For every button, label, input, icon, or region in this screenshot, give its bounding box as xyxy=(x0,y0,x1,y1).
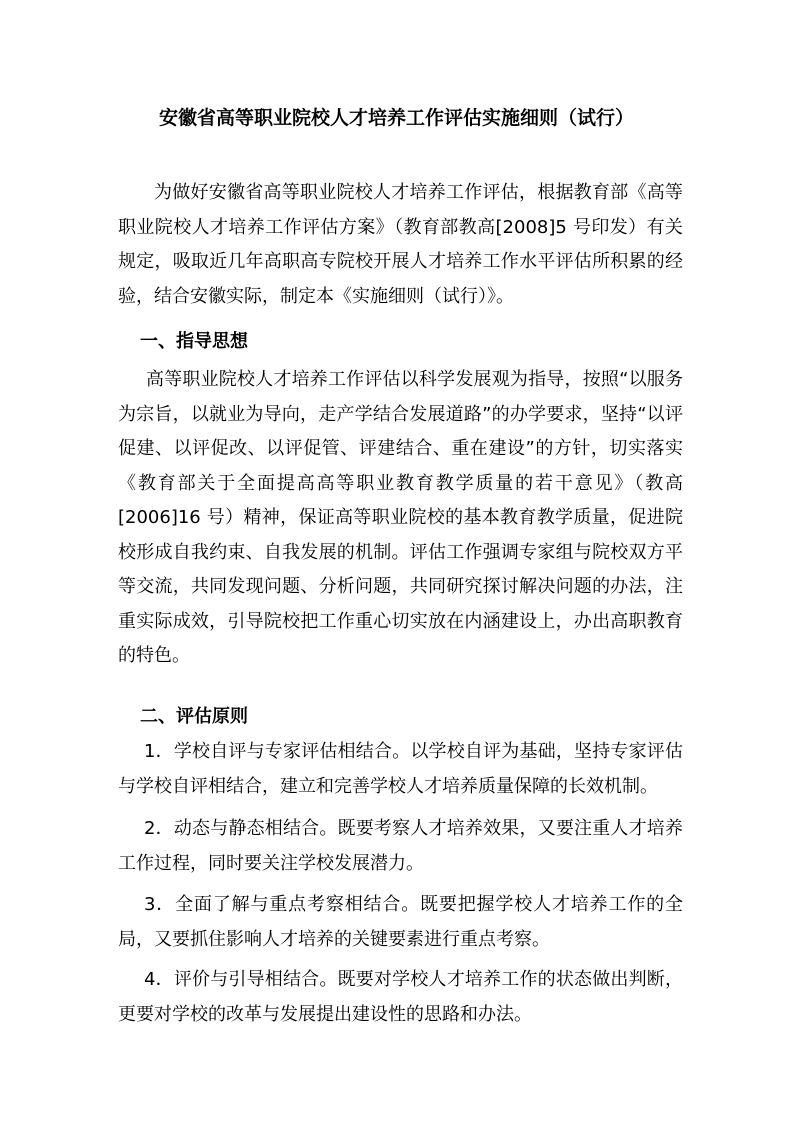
guiding-ideology-paragraph: 高等职业院校人才培养工作评估以科学发展观为指导，按照“以服务为宗旨，以就业为导向，走产学结合发展道路”的办学要求，坚持“以评促建、以评促改、以评促管、评建结合、重在建设”的方针，切实落实《教育部关于全面提高高等职业教育教学质量的若干意见》（教高[2006]16 号）精神，保证高等职业院校的基本教育教学质量，促进院校形成自我约束、自我发展的机制。评估工作强调专家组与院校双方平等交流，共同发现问题、分析问题，共同研究探讨解决问题的办法，注重实际成效，引导院校把工作重心切实放在内涵建设上，办出高职教育的特色。 xyxy=(118,369,683,666)
section-heading-guiding-ideology: 一、指导思想 xyxy=(140,331,248,352)
section-heading-evaluation-principles: 二、评估原则 xyxy=(140,706,248,727)
principle-item-4: 4．评价与引导相结合。既要对学校人才培养工作的状态做出判断，更要对学校的改革与发展提出建设性的思路和办法。 xyxy=(118,969,683,1025)
document-title: 安徽省高等职业院校人才培养工作评估实施细则（试行） xyxy=(158,107,634,129)
principle-item-1: 1．学校自评与专家评估相结合。以学校自评为基础，坚持专家评估与学校自评相结合，建立和完善学校人才培养质量保障的长效机制。 xyxy=(118,741,683,797)
principle-item-2: 2．动态与静态相结合。既要考察人才培养效果，又要注重人才培养工作过程，同时要关注学校发展潜力。 xyxy=(118,818,683,874)
intro-paragraph: 为做好安徽省高等职业院校人才培养工作评估，根据教育部《高等职业院校人才培养工作评估方案》（教育部教高[2008]5 号印发）有关规定，吸取近几年高职高专院校开展人才培养工作水平评估所积累的经验，结合安徽实际，制定本《实施细则（试行）》。 xyxy=(118,182,683,307)
principle-item-3: 3．全面了解与重点考察相结合。既要把握学校人才培养工作的全局，又要抓住影响人才培养的关键要素进行重点考察。 xyxy=(118,894,683,950)
